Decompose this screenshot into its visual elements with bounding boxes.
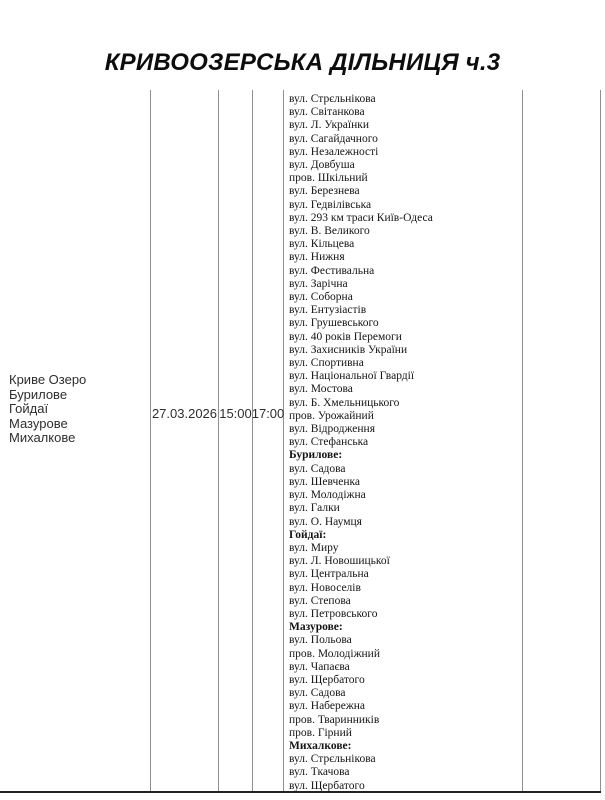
street-item: вул. Фестивальна	[289, 264, 375, 277]
street-item: вул. Мостова	[289, 383, 353, 396]
time-end-cell	[253, 90, 284, 791]
street-item: вул. Національної Гвардії	[289, 370, 415, 383]
street-item: вул. Польова	[289, 634, 352, 647]
street-group-header: Бурилове:	[289, 449, 343, 462]
street-item: вул. Л. Українки	[289, 119, 369, 132]
street-item: вул. Нижня	[289, 251, 345, 264]
street-item: вул. Садова	[289, 462, 346, 475]
locality-item: Мазурове	[9, 415, 68, 431]
street-item: вул. Сагайдачного	[289, 132, 378, 145]
street-item: вул. В. Великого	[289, 225, 370, 238]
time-end: 17:00	[251, 405, 285, 421]
street-item: вул. Новоселів	[289, 581, 361, 594]
street-item: вул. Кільцева	[289, 238, 355, 251]
street-item: вул. Стрєльнікова	[289, 93, 376, 105]
street-item: вул. Галки	[289, 502, 340, 515]
street-item: вул. 293 км траси Київ-Одеса	[289, 211, 433, 224]
street-item: пров. Тваринників	[289, 713, 380, 726]
street-item: вул. Набережна	[289, 700, 366, 713]
street-item: пров. Гірний	[289, 726, 352, 739]
street-group-header: Михалкове:	[289, 739, 352, 752]
street-item: вул. Стрєльнікова	[289, 753, 376, 766]
street-item: пров. Молодіжний	[289, 647, 380, 660]
street-item: вул. Центральна	[289, 568, 369, 581]
street-item: вул. Щербатого	[289, 673, 365, 686]
street-item: вул. Відродження	[289, 423, 376, 436]
street-item: вул. Шевченка	[289, 475, 361, 488]
street-group-header: Мазурове:	[289, 621, 343, 634]
street-item: пров. Урожайний	[289, 409, 374, 422]
street-item: вул. Степова	[289, 594, 351, 607]
street-item: вул. Б. Хмельницького	[289, 396, 400, 409]
locality-item: Бурилове	[9, 386, 68, 402]
date-cell	[151, 90, 219, 791]
street-item: вул. 40 років Перемоги	[289, 330, 402, 343]
time-start: 15:00	[219, 405, 252, 421]
street-item: вул. Зарічна	[289, 277, 348, 290]
street-item: вул. Молодіжна	[289, 489, 366, 502]
streets-cell	[284, 90, 523, 791]
street-item: вул. Грушевського	[289, 317, 379, 330]
street-item: вул. Стефанська	[289, 436, 369, 449]
street-item: вул. Л. Новошицької	[289, 555, 390, 568]
locality-item: Михалкове	[9, 430, 76, 446]
locality-item: Гойдаї	[9, 401, 49, 417]
street-group-header: Гойдаї:	[289, 528, 327, 541]
locality-item: Криве Озеро	[9, 372, 87, 388]
outage-date: 27.03.2026	[151, 405, 218, 421]
street-item: вул. Світанкова	[289, 106, 365, 119]
street-item: вул. Щербатого	[289, 779, 365, 792]
street-item: вул. Ентузіастів	[289, 304, 367, 317]
street-item: вул. Чапаєва	[289, 660, 350, 673]
street-item: вул. О. Наумця	[289, 515, 362, 528]
street-item: вул. Довбуша	[289, 159, 355, 172]
street-item: вул. Соборна	[289, 291, 353, 304]
street-item: вул. Березнева	[289, 185, 360, 198]
street-item: вул. Спортивна	[289, 357, 364, 370]
localities-cell	[0, 90, 151, 791]
street-item: вул. Садова	[289, 687, 346, 700]
empty-cell	[523, 90, 601, 791]
street-item: вул. Захисників України	[289, 343, 408, 356]
street-item: вул. Миру	[289, 541, 339, 554]
schedule-table	[0, 90, 601, 793]
street-item: вул. Незалежності	[289, 145, 379, 158]
street-item: вул. Ткачова	[289, 766, 350, 779]
street-item: вул. Петровського	[289, 607, 378, 620]
street-item: пров. Шкільний	[289, 172, 368, 185]
street-item: вул. Гедвілівська	[289, 198, 372, 211]
page-title: КРИВООЗЕРСЬКА ДІЛЬНИЦЯ ч.3	[104, 49, 501, 76]
time-start-cell	[219, 90, 253, 791]
